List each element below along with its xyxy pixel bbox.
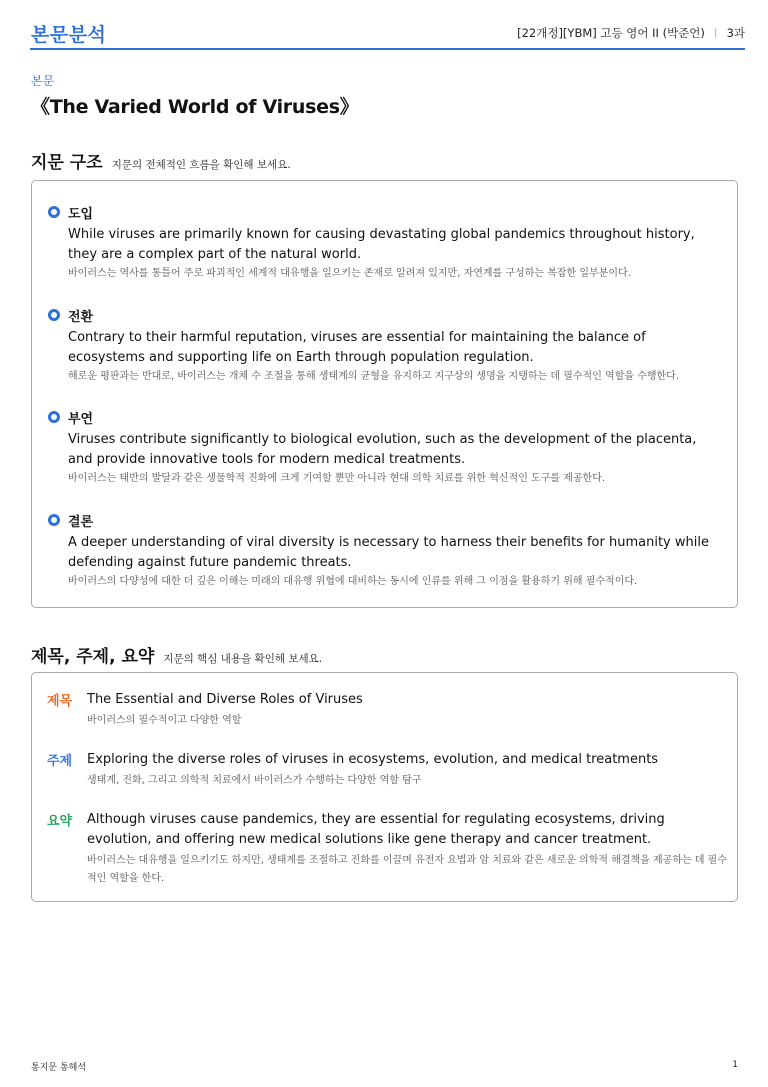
structure-item-label: 전환 [68,310,94,325]
header-meta [517,25,745,41]
structure-item-korean: 바이러스는 역사를 통틀어 주로 파괴적인 세계적 대유행을 일으키는 존재로 알려져 있지만, 자연계를 구성하는 복잡한 일부분이다. [68,268,631,279]
document-title: 《The Varied World of Viruses》 [31,96,359,118]
footer-label: 통지문 통해석 [31,1063,87,1073]
summary-english: The Essential and Diverse Roles of Viruses [87,692,363,707]
bullet-circle-icon [48,411,60,423]
summary-korean: 바이러스는 대유행을 일으키기도 하지만, 생태계를 조절하고 진화를 이끌며 유전자 요법과 암 치료와 같은 새로운 의학적 해결책을 제공하는 데 필수적인 역할을 한다. [87,855,727,884]
bullet-circle-icon [48,206,60,218]
page-number: 1 [732,1060,738,1070]
summary-label: 제목 [47,694,73,709]
summary-english: Exploring the diverse roles of viruses in ecosystems, evolution, and medical treatments [87,752,659,767]
bullet-circle-icon [48,309,60,321]
structure-section-heading [31,148,291,173]
structure-subtitle: 지문의 전체적인 흐름을 확인해 보세요. [111,159,291,171]
structure-item-korean: 해로운 평판과는 반대로, 바이러스는 개체 수 조절을 통해 생태계의 균형을 유지하고 지구상의 생명을 지탱하는 데 필수적인 역할을 수행한다. [68,371,680,382]
structure-item-english: A deeper understanding of viral diversity is necessary to harness their benefits for humanity while defending against future pandemic threats. [68,535,709,570]
summary-label: 주제 [47,754,73,769]
summary-korean: 바이러스의 필수적이고 다양한 역할 [87,715,242,726]
summary-subtitle: 지문의 핵심 내용을 확인해 보세요. [163,653,323,665]
page-header [30,0,745,50]
structure-item-english: While viruses are primarily known for causing devastating global pandemics throughout history, they are a complex part of the natural world. [68,227,695,262]
structure-item-english: Contrary to their harmful reputation, viruses are essential for maintaining the balance of ecosystems and supporting life on Earth through population regulation. [68,330,646,365]
summary-korean: 생태계, 진화, 그리고 의학적 치료에서 바이러스가 수행하는 다양한 역할 탐구 [87,775,422,786]
summary-label: 요약 [47,814,73,829]
structure-item-label: 도입 [68,207,94,222]
structure-item-label: 부연 [68,412,94,427]
summary-section-heading [31,642,322,667]
structure-item-korean: 바이러스는 태반의 발달과 같은 생물학적 진화에 크게 기여할 뿐만 아니라 현대 의학 치료를 위한 혁신적인 도구를 제공한다. [68,473,606,484]
summary-english: Although viruses cause pandemics, they are essential for regulating ecosystems, driving evolution, and offering new medical solutions like gene therapy and cancer treatment. [87,812,665,847]
summary-box [31,672,738,902]
structure-item-label: 결론 [68,515,94,530]
structure-title: 지문 구조 [31,153,103,173]
structure-box [31,180,738,608]
summary-title: 제목, 주제, 요약 [31,647,155,667]
lesson-number: 3과 [726,26,745,40]
structure-item-english: Viruses contribute significantly to biological evolution, such as the development of the placenta, and provide innovative tools for modern medical treatments. [68,432,697,467]
bullet-circle-icon [48,514,60,526]
section-kicker: 본문 [31,74,55,88]
course-name: [22개정][YBM] 고등 영어 II (박준언) [517,26,705,40]
header-title: 본문분석 [31,24,107,46]
structure-item-korean: 바이러스의 다양성에 대한 더 깊은 이해는 미래의 대유행 위협에 대비하는 동시에 인류를 위해 그 이점을 활용하기 위해 필수적이다. [68,576,638,587]
header-separator: ㅣ [710,29,721,40]
